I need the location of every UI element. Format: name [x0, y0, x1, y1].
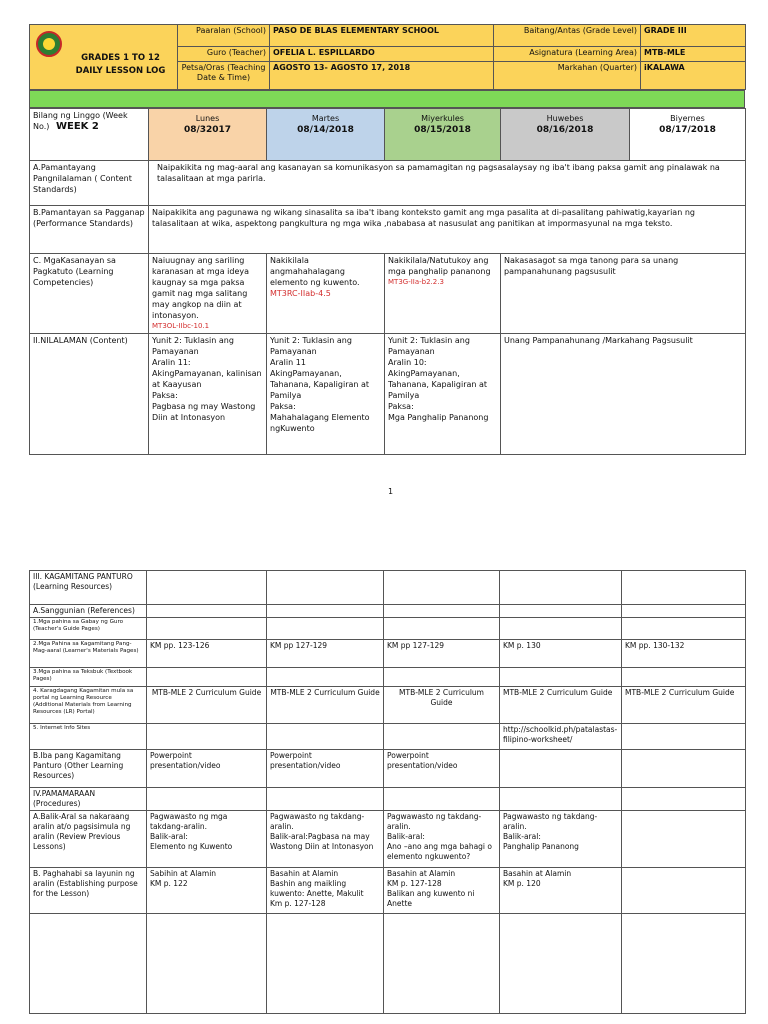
header-table [29, 24, 746, 90]
review-thu: Pagwawasto ng takdang-aralin. Balik-aral: Panghalip Pananong [500, 811, 622, 868]
competencies-wed: Nakikilala/Natutukoy ang mga panghalip pananong MT3G-IIa-b2.2.3 [385, 254, 501, 334]
area-value: MTB-MLE [641, 47, 746, 62]
day-header-wed: Miyerkules 08/15/2018 [385, 109, 501, 161]
lr-thu: MTB-MLE 2 Curriculum Guide [500, 687, 622, 724]
lr-portal-label: 4. Karagdagang Kagamitan mula sa portal ng Learning Resource (Additional Materials from Learning Resources (LR) Portal) [30, 687, 147, 724]
lr-tue: MTB-MLE 2 Curriculum Guide [267, 687, 384, 724]
content-standards-label: A.Pamantayang Pangnilalaman ( Content Standards) [30, 161, 149, 206]
purpose-label: B. Paghahabi sa layunin ng aralin (Establishing purpose for the Lesson) [30, 868, 147, 914]
content-standards-text: Naipakikita ng mag-aaral ang kasanayan sa komunikasyon sa pamamagitan ng pagsasalaysay ng iba't ibang paksa gamit ang pinalawak na talasalitaan at mga parirla. [149, 161, 746, 206]
week-cell [30, 109, 149, 161]
lesson-plan-table [29, 108, 746, 455]
day-header-thu: Huwebes 08/16/2018 [501, 109, 630, 161]
lr-mon: MTB-MLE 2 Curriculum Guide [147, 687, 267, 724]
textbook-pages-label: 3.Mga pahina sa Teksbuk (Textbook Pages) [30, 668, 147, 687]
competency-code-wed: MT3G-IIa-b2.2.3 [388, 278, 444, 286]
competencies-mon: Naiuugnay ang sariling karanasan at mga ideya kaugnay sa mga paksa gamit nag mga salitang may angkop na diin at intonasyon. MT3OL-IIbc-10.1 [149, 254, 267, 334]
quarter-label: Markahan (Quarter) [494, 62, 641, 90]
purpose-mon: Sabihin at Alamin KM p. 122 [147, 868, 267, 914]
page-number: 1 [388, 487, 394, 496]
content-tue: Yunit 2: Tuklasin ang Pamayanan Aralin 11 AkingPamayanan, Tahanana, Kapaligiran at Pamilya Paksa: Mahahalagang Elemento ngKuwento [267, 334, 385, 455]
other-tue: Powerpoint presentation/video [267, 750, 384, 788]
lm-fri: KM pp. 130-132 [622, 640, 746, 668]
section-divider-bar [29, 90, 745, 108]
deped-seal-icon [36, 31, 62, 57]
competency-code-tue: MT3RC-IIab-4.5 [270, 289, 331, 298]
lr-wed: MTB-MLE 2 Curriculum Guide [384, 687, 500, 724]
competencies-label: C. MgaKasanayan sa Pagkatuto (Learning Competencies) [30, 254, 149, 334]
week-label: Bilang ng Linggo (Week No.) [33, 111, 128, 131]
review-label: A.Balik-Aral sa nakaraang aralin at/o pagsisimula ng aralin (Review Previous Lessons) [30, 811, 147, 868]
tg-pages-label: 1.Mga pahina sa Gabay ng Guro (Teacher's Guide Pages) [30, 618, 147, 640]
internet-site-link[interactable]: http://schoolkid.ph/patalastas-filipino-worksheet/ [500, 724, 622, 750]
date-label: Petsa/Oras (Teaching Date & Time) [178, 62, 270, 90]
lm-pages-label: 2.Mga Pahina sa Kagamitang Pang-Mag-aaral (Learner's Materials Pages) [30, 640, 147, 668]
day-header-tue: Martes 08/14/2018 [267, 109, 385, 161]
teacher-value: OFELIA L. ESPILLARDO [270, 47, 494, 62]
grade-label: Baitang/Antas (Grade Level) [494, 25, 641, 47]
performance-standards-label: B.Pamantayan sa Pagganap (Performance Standards) [30, 206, 149, 254]
lm-wed: KM pp 127-129 [384, 640, 500, 668]
competency-code-mon: MT3OL-IIbc-10.1 [152, 322, 210, 330]
day-header-fri: Biyernes 08/17/2018 [630, 109, 746, 161]
review-tue: Pagwawasto ng takdang-aralin. Balik-aral:Pagbasa na may Wastong Diin at Intonasyon [267, 811, 384, 868]
header-title-line2: DAILY LESSON LOG [75, 66, 166, 76]
purpose-wed: Basahin at Alamin KM p. 127-128 Balikan ang kuwento ni Anette [384, 868, 500, 914]
competencies-tue: Nakikilala angmahahalagang elemento ng kuwento. MT3RC-IIab-4.5 [267, 254, 385, 334]
purpose-tue: Basahin at Alamin Bashin ang maikling kuwento: Anette, Makulit Km p. 127-128 [267, 868, 384, 914]
header-title-cell [30, 25, 178, 90]
week-value: WEEK 2 [55, 121, 99, 132]
other-mon: Powerpoint presentation/video [147, 750, 267, 788]
content-label: II.NILALAMAN (Content) [30, 334, 149, 455]
teacher-label: Guro (Teacher) [178, 47, 270, 62]
content-mon: Yunit 2: Tuklasin ang Pamayanan Aralin 11: AkingPamayanan, kalinisan at Kaayusan Paksa: Pagbasa ng may Wastong Diin at Intonasyon [149, 334, 267, 455]
lm-thu: KM p. 130 [500, 640, 622, 668]
resources-procedures-table [29, 570, 746, 1014]
other-wed: Powerpoint presentation/video [384, 750, 500, 788]
content-wed: Yunit 2: Tuklasin ang Pamayanan Aralin 10: AkingPamayanan, Tahanana, Kapaligiran at Pamilya Paksa: Mga Panghalip Pananong [385, 334, 501, 455]
performance-standards-text: Naipakikita ang pagunawa ng wikang sinasalita sa iba't ibang konteksto gamit ang mga pasalita at di-pasalitang pahiwatig,kayarian ng talasalitaan at wika, aspektong pangkultura ng mga wika ,nababasa at nasusulat ang panitikan at impormasyunal na mga teksto. [149, 206, 746, 254]
area-label: Asignatura (Learning Area) [494, 47, 641, 62]
quarter-value: iKALAWA [641, 62, 746, 90]
review-mon: Pagwawasto ng mga takdang-aralin. Balik-aral: Elemento ng Kuwento [147, 811, 267, 868]
competencies-thu: Nakasasagot sa mga tanong para sa unang pampanahunang pagsusulit [501, 254, 746, 334]
lm-mon: KM pp. 123-126 [147, 640, 267, 668]
kagamitan-label: III. KAGAMITANG PANTURO (Learning Resources) [30, 571, 147, 605]
school-label: Paaralan (School) [178, 25, 270, 47]
day-header-mon: Lunes 08/32017 [149, 109, 267, 161]
purpose-thu: Basahin at Alamin KM p. 120 [500, 868, 622, 914]
lm-tue: KM pp 127-129 [267, 640, 384, 668]
school-value: PASO DE BLAS ELEMENTARY SCHOOL [270, 25, 494, 47]
date-value: AGOSTO 13- AGOSTO 17, 2018 [270, 62, 494, 90]
other-resources-label: B.Iba pang Kagamitang Panturo (Other Learning Resources) [30, 750, 147, 788]
internet-sites-label: 5. Internet Info Sites [30, 724, 147, 750]
sanggunian-label: A.Sanggunian (References) [30, 605, 147, 618]
grade-value: GRADE III [641, 25, 746, 47]
procedures-label: IV.PAMAMARAAN (Procedures) [30, 788, 147, 811]
lr-fri: MTB-MLE 2 Curriculum Guide [622, 687, 746, 724]
header-title-line1: GRADES 1 TO 12 [81, 53, 160, 63]
content-thu: Unang Pampanahunang /Markahang Pagsusulit [501, 334, 746, 455]
review-wed: Pagwawasto ng takdang-aralin. Balik-aral: Ano –ano ang mga bahagi o elemento ngkuwento? [384, 811, 500, 868]
